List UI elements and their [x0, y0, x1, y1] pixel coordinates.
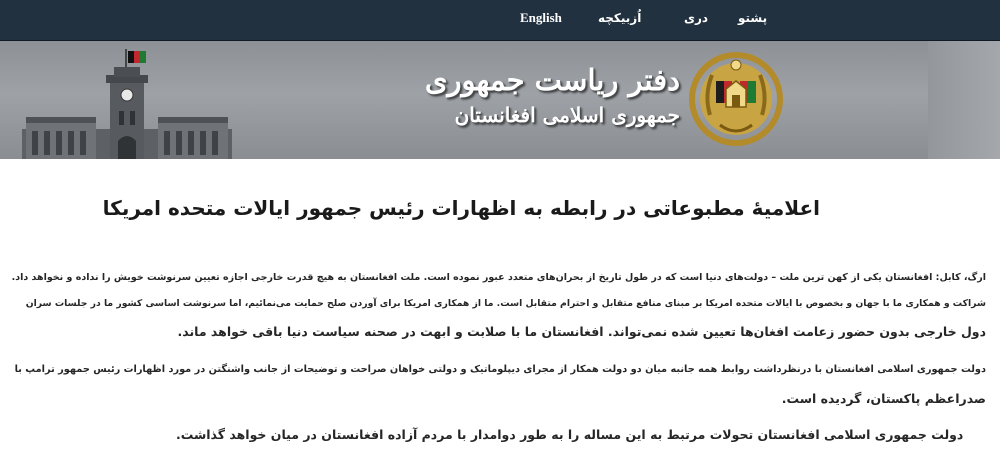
nav-item-uzbek[interactable]: اُزبیکچه [598, 11, 642, 25]
paragraph-line: ارگ، کابل: افغانستان یکی از کهن ترین ملت – دولت‌های دنیا است که در طول تاریخ از بحران‌های متعدد عبور نموده است. ملت افغانستان به هیچ قدرت خارجی اجازه تعیین سرنوشت خویش را نداده و نخواهد داد. [11, 272, 986, 283]
paragraph-line: دولت جمهوری اسلامی افغانستان تحولات مرتبط به این مساله را به طور دوامدار با مردم آزاده افغانستان در میان خواهد گذاشت. [176, 427, 964, 442]
nav-item-dari[interactable]: دری [684, 11, 709, 25]
afghanistan-emblem-icon [686, 45, 786, 155]
banner-edge [928, 41, 1000, 159]
banner-subtitle: جمهوری اسلامی افغانستان [454, 103, 680, 127]
banner-title: دفتر ریاست جمهوری [424, 63, 680, 97]
paragraph-line: شراکت و همکاری ما با جهان و بخصوص با ایالات متحده امریکا بر مبنای منافع متقابل و احترام متقابل است. ما از همکاری امریکا برای آوردن صلح حمایت می‌نمائیم، اما سرنوشت اساسی کشور ما در جلسات سران [25, 298, 986, 309]
paragraph-line: صدراعظم پاکستان، گردیده است. [781, 391, 986, 406]
nav-item-english[interactable]: English [520, 10, 562, 25]
press-release-headline: اعلامیۀ مطبوعاتی در رابطه به اظهارات رئیس جمهور ایالات متحده امریکا [102, 196, 820, 220]
paragraph-line: دول خارجی بدون حضور زعامت افغان‌ها تعیین شده نمی‌تواند. افغانستان ما با صلابت و ابهت در صحنه سیاست دنیا باقی خواهد ماند. [177, 324, 986, 339]
top-nav-bar [0, 0, 1000, 41]
paragraph-line: دولت جمهوری اسلامی افغانستان با درنظرداشت روابط همه جانبه میان دو دولت همکار از مجرای دیپلوماتیک و دولتی خواهان صراحت و توضیحات از جانب واشنگتن در مورد اظهارات رئیس جمهور ترامپ با [14, 364, 986, 375]
nav-item-pashto[interactable]: پشتو [738, 11, 768, 25]
palace-image [22, 49, 232, 159]
header-banner [0, 41, 1000, 159]
